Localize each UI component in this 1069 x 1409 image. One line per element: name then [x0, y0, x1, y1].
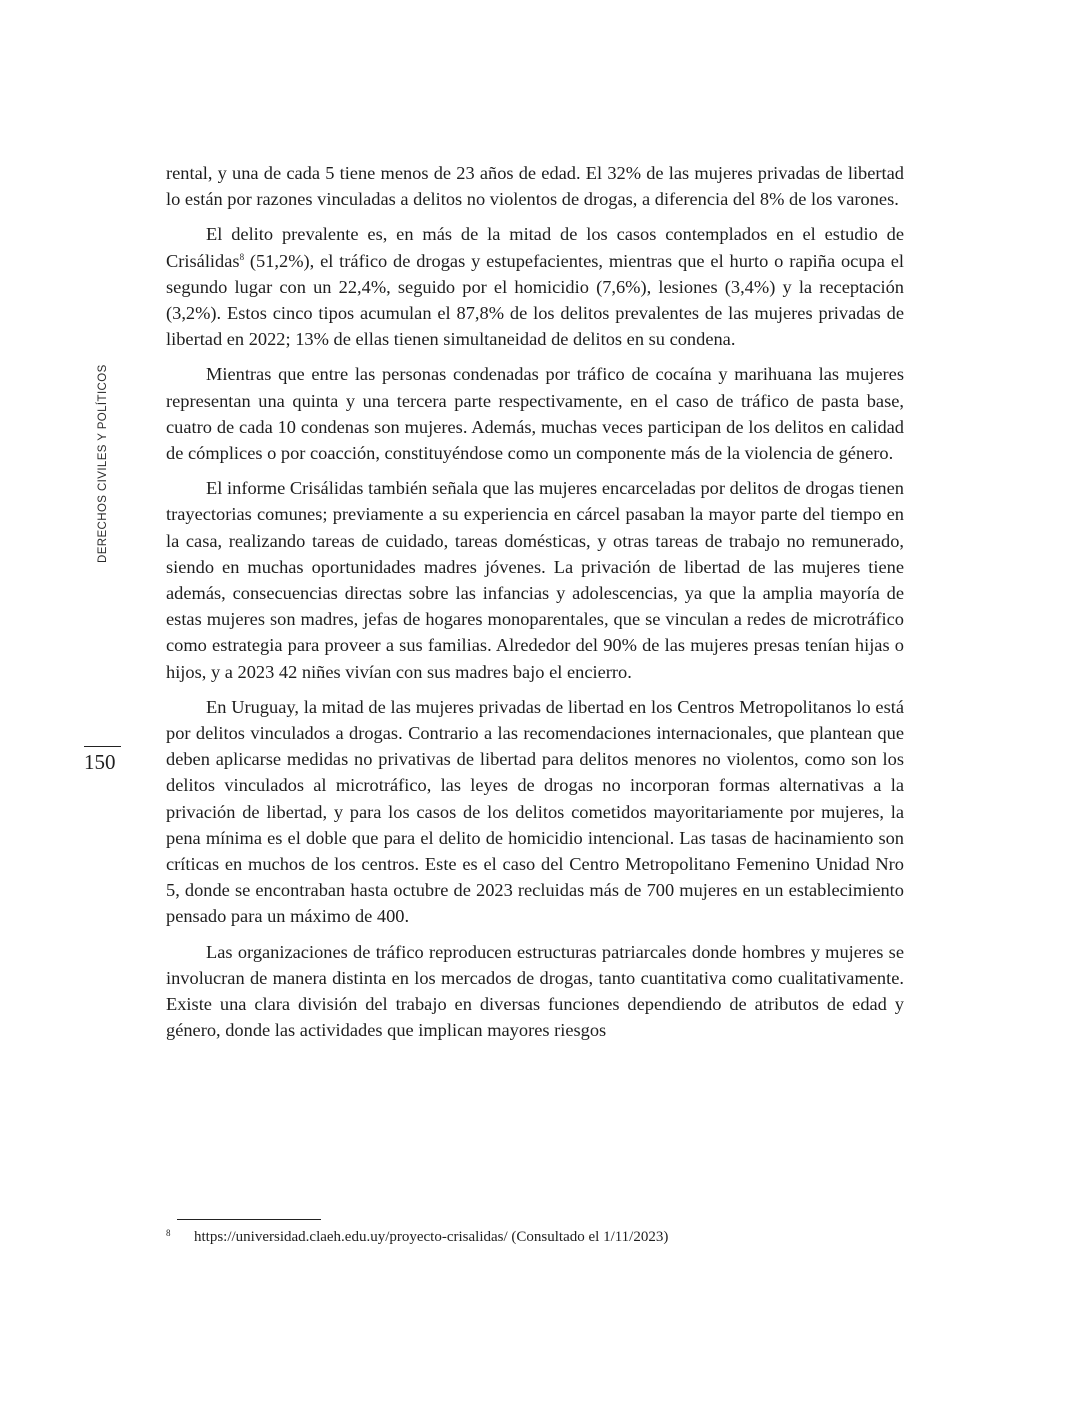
paragraph-uruguay: En Uruguay, la mitad de las mujeres privadas de libertad en los Centros Metropolitanos lo está por delitos vinculados a drogas. Contrario a las recomendaciones internacionales, que plantean que deben aplicarse medidas no privativas de libertad para delitos menores no violentos, como son los delitos vinculados al microtráfico, las leyes de drogas no incorporan formas alternativas a la privación de libertad, y para los casos de los delitos cometidos mayoritariamente por mujeres, la pena mínima es el doble que para el delito de homicidio intencional. Las tasas de hacinamiento son críticas en muchos de los centros. Este es el caso del Centro Metropolitano Femenino Unidad Nro 5, donde se encontraban hasta octubre de 2023 recluidas más de 700 mujeres en un establecimiento pensado para un máximo de 400.: [166, 696, 904, 927]
page-number-rule: [84, 746, 121, 747]
paragraph-text-part: (51,2%), el tráfico de drogas y estupefacientes, mientras que el hurto o rapiña ocupa el segundo lugar con un 22,4%, seguido por el homicidio (7,6%), lesiones (3,4%) y la receptación (3,2%). Estos cinco tipos acumulan el 87,8% de los delitos prevalentes de las mujeres privadas de libertad en 2022; 13% de ellas tienen simultaneidad de delitos en su condena.: [166, 250, 904, 350]
running-section-label: DERECHOS CIVILES Y POLÍTICOS: [97, 364, 109, 563]
footnote-number: 8: [166, 1228, 171, 1238]
footnote-text: https://universidad.claeh.edu.uy/proyecto-crisalidas/ (Consultado el 1/11/2023): [194, 1229, 669, 1245]
footnote: [166, 1226, 904, 1248]
paragraph-informe-crisalidas: El informe Crisálidas también señala que las mujeres encarceladas por delitos de drogas tienen trayectorias comunes; previamente a su experiencia en cárcel pasaban la mayor parte del tiempo en la casa, realizando tareas de cuidado, tareas domésticas, y otras tareas de trabajo no remunerado, siendo en muchas oportunidades madres jóvenes. La privación de libertad de las mujeres tiene además, consecuencias directas sobre las infancias y adolescencias, ya que la amplia mayoría de estas mujeres son madres, jefas de hogares monoparentales, que se vinculan a redes de microtráfico como estrategia para proveer a sus familias. Alrededor del 90% de las mujeres presas tenían hijas o hijos, y a 2023 42 niñes vivían con sus madres bajo el encierro.: [166, 478, 904, 682]
paragraph-text-part: El delito prevalente es, en más de la mitad de los casos contemplados en el estudio de Crisálidas: [166, 224, 904, 271]
footnote-reference: 8: [239, 251, 245, 262]
body-text: [166, 160, 904, 1053]
page-number: 150: [84, 750, 116, 774]
footnote-separator: [177, 1219, 321, 1220]
paragraph-organizaciones-trafico: Las organizaciones de tráfico reproducen estructuras patriarcales donde hombres y mujeres se involucran de manera distinta en los mercados de drogas, tanto cuantitativa como cualitativamente. Existe una clara división del trabajo en diversas funciones dependiendo de atributos de edad y género, donde las actividades que implican mayores riesgos: [166, 941, 904, 1041]
paragraph-continuation: rental, y una de cada 5 tiene menos de 23 años de edad. El 32% de las mujeres privadas de libertad lo están por razones vinculadas a delitos no violentos de drogas, a diferencia del 8% de los varones.: [166, 163, 904, 210]
paragraph-delito-prevalente: [166, 221, 904, 352]
paragraph-condenadas-trafico: Mientras que entre las personas condenadas por tráfico de cocaína y marihuana las mujeres representan una quinta y una tercera parte respectivamente, en el caso de tráfico de pasta base, cuatro de cada 10 condenas son mujeres. Además, muchas veces participan de los delitos en calidad de cómplices o por coacción, constituyéndose como un componente más de la violencia de género.: [166, 364, 904, 464]
